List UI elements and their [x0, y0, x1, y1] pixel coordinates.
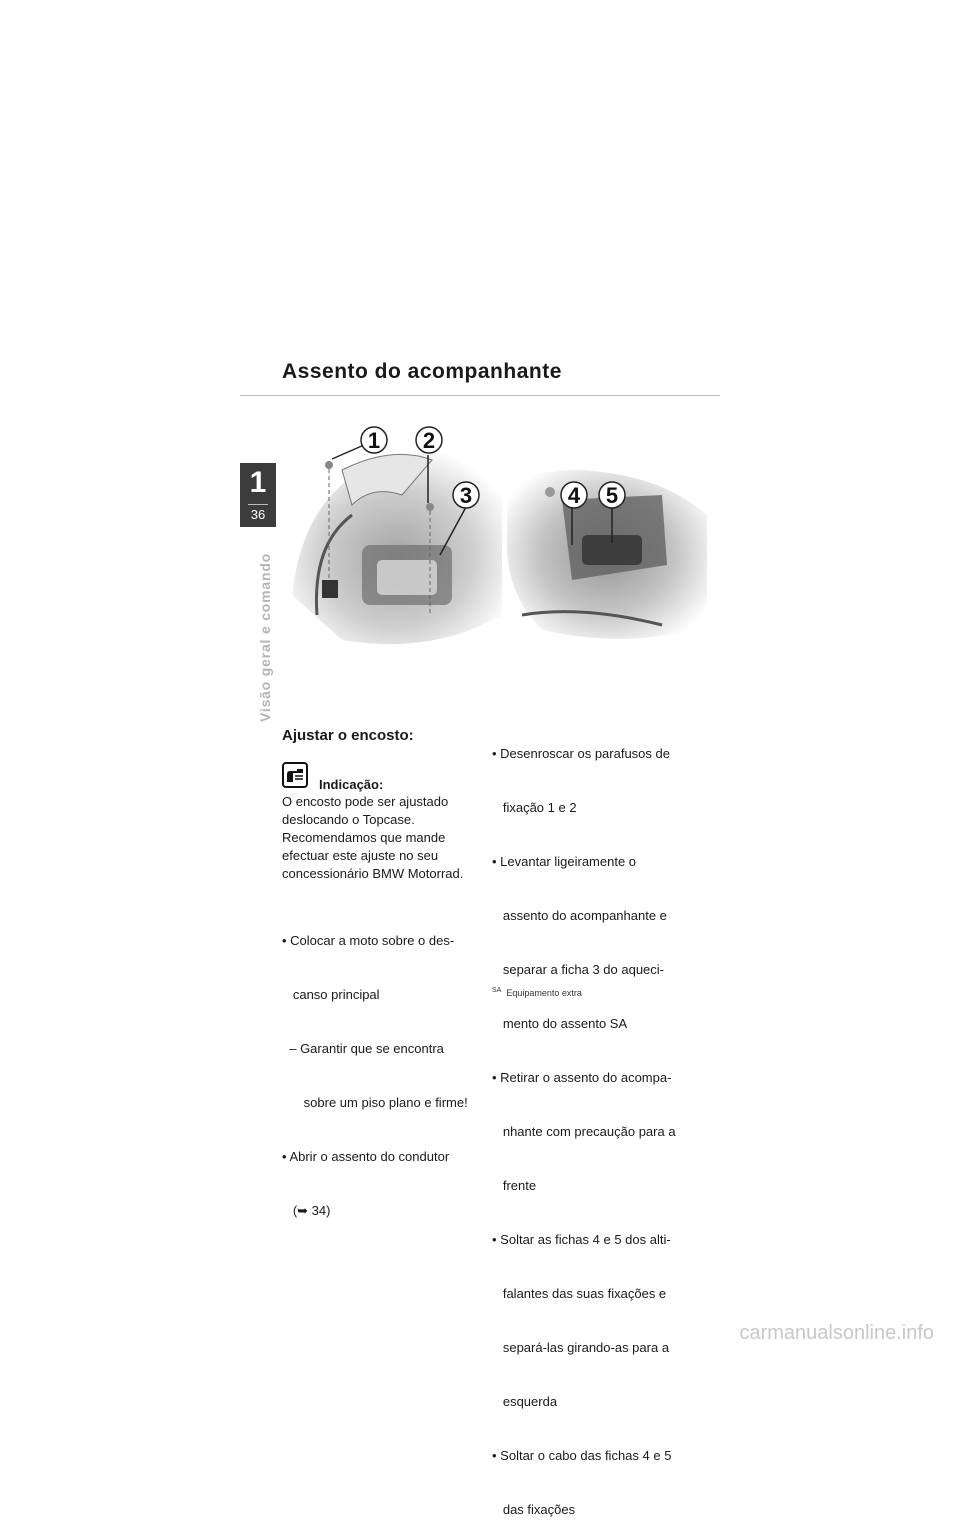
step-line: mento do assento SA: [492, 1016, 628, 1031]
callout-2-label: 2: [422, 428, 436, 453]
title-rule: [240, 395, 720, 396]
step-line: esquerda: [492, 1394, 558, 1409]
step-line: separar a ficha 3 do aqueci-: [492, 962, 664, 977]
footnote: [492, 987, 582, 998]
note-line: O encosto pode ser ajustado: [282, 794, 449, 809]
callout-4: [561, 482, 587, 508]
step-line: • Soltar o cabo das fichas 4 e 5: [492, 1448, 672, 1463]
callout-1: [361, 427, 387, 453]
step-line: canso principal: [282, 987, 380, 1002]
chapter-number: 1: [249, 466, 267, 499]
step-line: • Soltar as fichas 4 e 5 dos alti-: [492, 1232, 671, 1247]
callout-3-label: 3: [459, 483, 473, 508]
callout-3: [453, 482, 479, 508]
footnote-text: Equipamento extra: [506, 988, 582, 998]
step-line: nhante com precaução para a: [492, 1124, 676, 1139]
step-line: • Abrir o assento do condutor: [282, 1149, 450, 1164]
note-line: concessionário BMW Motorrad.: [282, 866, 464, 881]
step-line: • Retirar o assento do acompa-: [492, 1070, 672, 1085]
steps-column-2: [492, 709, 702, 1537]
note-line: Recomendamos que mande: [282, 830, 446, 845]
footnote-mark: SA: [492, 987, 502, 994]
callout-1-label: 1: [367, 428, 381, 453]
step-line: • Levantar ligeiramente o: [492, 854, 637, 869]
note-hand-icon: [282, 762, 308, 788]
note-line: efectuar este ajuste no seu: [282, 848, 439, 863]
step-line: • Desenroscar os parafusos de: [492, 746, 670, 761]
side-chapter-label: [257, 553, 273, 722]
section-heading: Ajustar o encosto:: [282, 727, 414, 744]
callout-2: [416, 427, 442, 453]
watermark: carmanualsonline.info: [739, 1322, 934, 1344]
step-line: assento do acompanhante e: [492, 908, 667, 923]
callout-5: [599, 482, 625, 508]
side-chapter-text: Visão geral e comando: [257, 552, 273, 722]
note-title: Indicação:: [319, 777, 384, 792]
chapter-divider: [248, 504, 268, 505]
steps-column-1: [282, 896, 482, 1238]
step-line: fixação 1 e 2: [492, 800, 577, 815]
motorcycle-illustration: [282, 415, 720, 655]
step-line: (➥ 34): [282, 1203, 331, 1218]
note-line: deslocando o Topcase.: [282, 812, 415, 827]
step-line: separá-las girando-as para a: [492, 1340, 670, 1355]
step-line: • Colocar a moto sobre o des-: [282, 933, 455, 948]
step-line: sobre um piso plano e firme!: [282, 1095, 468, 1110]
note-text: [282, 793, 482, 883]
step-line: – Garantir que se encontra: [282, 1041, 444, 1056]
step-line: falantes das suas fixações e: [492, 1286, 667, 1301]
callout-5-label: 5: [605, 483, 619, 508]
callout-4-label: 4: [567, 483, 581, 508]
step-line: frente: [492, 1178, 537, 1193]
page-number: 36: [250, 507, 266, 522]
page-title: Assento do acompanhante: [282, 360, 562, 383]
step-line: das fixações: [492, 1502, 576, 1517]
